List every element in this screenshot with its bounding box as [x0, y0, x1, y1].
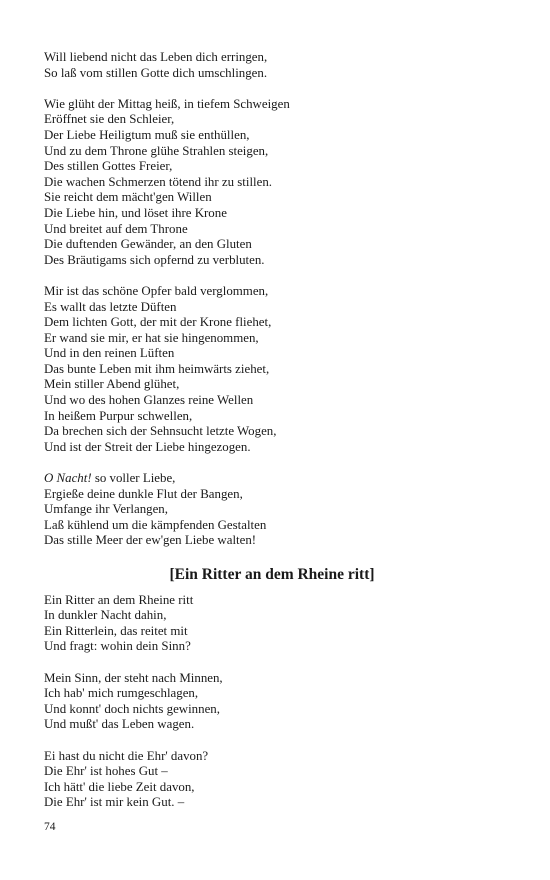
verse-line: Sie reicht dem mächt'gen Willen — [44, 190, 212, 205]
stanza — [44, 749, 514, 811]
verse-line: Und fragt: wohin dein Sinn? — [44, 639, 191, 654]
stanza — [44, 671, 514, 733]
verse-line: Mir ist das schöne Opfer bald verglommen, — [44, 283, 269, 298]
page-number: 74 — [44, 821, 56, 833]
verse-line-rest: so voller Liebe, — [91, 471, 176, 486]
verse-line: Des stillen Gottes Freier, — [44, 159, 173, 174]
verse-line: Der Liebe Heiligtum muß sie enthüllen, — [44, 127, 250, 142]
verse-line: Die Liebe hin, und löset ihre Krone — [44, 205, 227, 220]
verse-line: Ei hast du nicht die Ehr' davon? — [44, 748, 209, 763]
stanza — [44, 284, 514, 456]
verse-line: Und mußt' das Leben wagen. — [44, 717, 195, 732]
verse-line: Die duftenden Gewänder, an den Gluten — [44, 237, 252, 252]
verse-line: Dem lichten Gott, der mit der Krone fliehet, — [44, 315, 272, 330]
italic-exclamation: O Nacht! — [44, 471, 92, 486]
verse-line: Ergieße deine dunkle Flut der Bangen, — [44, 486, 243, 501]
stanza — [44, 471, 514, 549]
verse-line: Die wachen Schmerzen tötend ihr zu stillen. — [44, 174, 273, 189]
verse-line: Ein Ritterlein, das reitet mit — [44, 623, 188, 638]
verse-line: Die Ehr' ist mir kein Gut. – — [44, 795, 185, 810]
verse-line: Wie glüht der Mittag heiß, in tiefem Schweigen — [44, 96, 290, 111]
verse-line: Des Bräutigams sich opfernd zu verbluten. — [44, 252, 265, 267]
verse-line: Ich hab' mich rumgeschlagen, — [44, 686, 199, 701]
stanza — [44, 97, 514, 269]
verse-line: Und wo des hohen Glanzes reine Wellen — [44, 393, 254, 408]
verse-line: Und breitet auf dem Throne — [44, 221, 188, 236]
verse-line: Ein Ritter an dem Rheine ritt — [44, 592, 194, 607]
verse-line — [44, 471, 514, 487]
verse-line: In heißem Purpur schwellen, — [44, 408, 193, 423]
verse-line: Laß kühlend um die kämpfenden Gestalten — [44, 517, 267, 532]
verse-line: Und in den reinen Lüften — [44, 346, 175, 361]
verse-line: Und zu dem Throne glühe Strahlen steigen, — [44, 143, 269, 158]
verse-line: Das stille Meer der ew'gen Liebe walten! — [44, 533, 257, 548]
verse-line: Die Ehr' ist hohes Gut – — [44, 764, 168, 779]
verse-line: Und ist der Streit der Liebe hingezogen. — [44, 439, 251, 454]
verse-line: Er wand sie mir, er hat sie hingenommen, — [44, 330, 259, 345]
verse-line: Da brechen sich der Sehnsucht letzte Wogen, — [44, 424, 277, 439]
verse-line: Es wallt das letzte Düften — [44, 299, 177, 314]
verse-line: So laß vom stillen Gotte dich umschlingen. — [44, 65, 268, 80]
poem-1 — [44, 50, 514, 549]
verse-line: In dunkler Nacht dahin, — [44, 608, 167, 623]
verse-line: Und konnt' doch nichts gewinnen, — [44, 701, 220, 716]
stanza — [44, 50, 514, 81]
poem-2 — [44, 593, 514, 811]
verse-line: Mein stiller Abend glühet, — [44, 377, 180, 392]
verse-line: Das bunte Leben mit ihm heimwärts ziehet, — [44, 361, 270, 376]
verse-line: Umfange ihr Verlangen, — [44, 502, 168, 517]
verse-line: Mein Sinn, der steht nach Minnen, — [44, 670, 223, 685]
verse-line: Eröffnet sie den Schleier, — [44, 112, 175, 127]
stanza — [44, 593, 514, 655]
poem-title: [Ein Ritter an dem Rheine ritt] — [169, 565, 375, 583]
page-body — [44, 50, 514, 827]
verse-line: Ich hätt' die liebe Zeit davon, — [44, 779, 195, 794]
verse-line: Will liebend nicht das Leben dich erringen, — [44, 50, 268, 64]
